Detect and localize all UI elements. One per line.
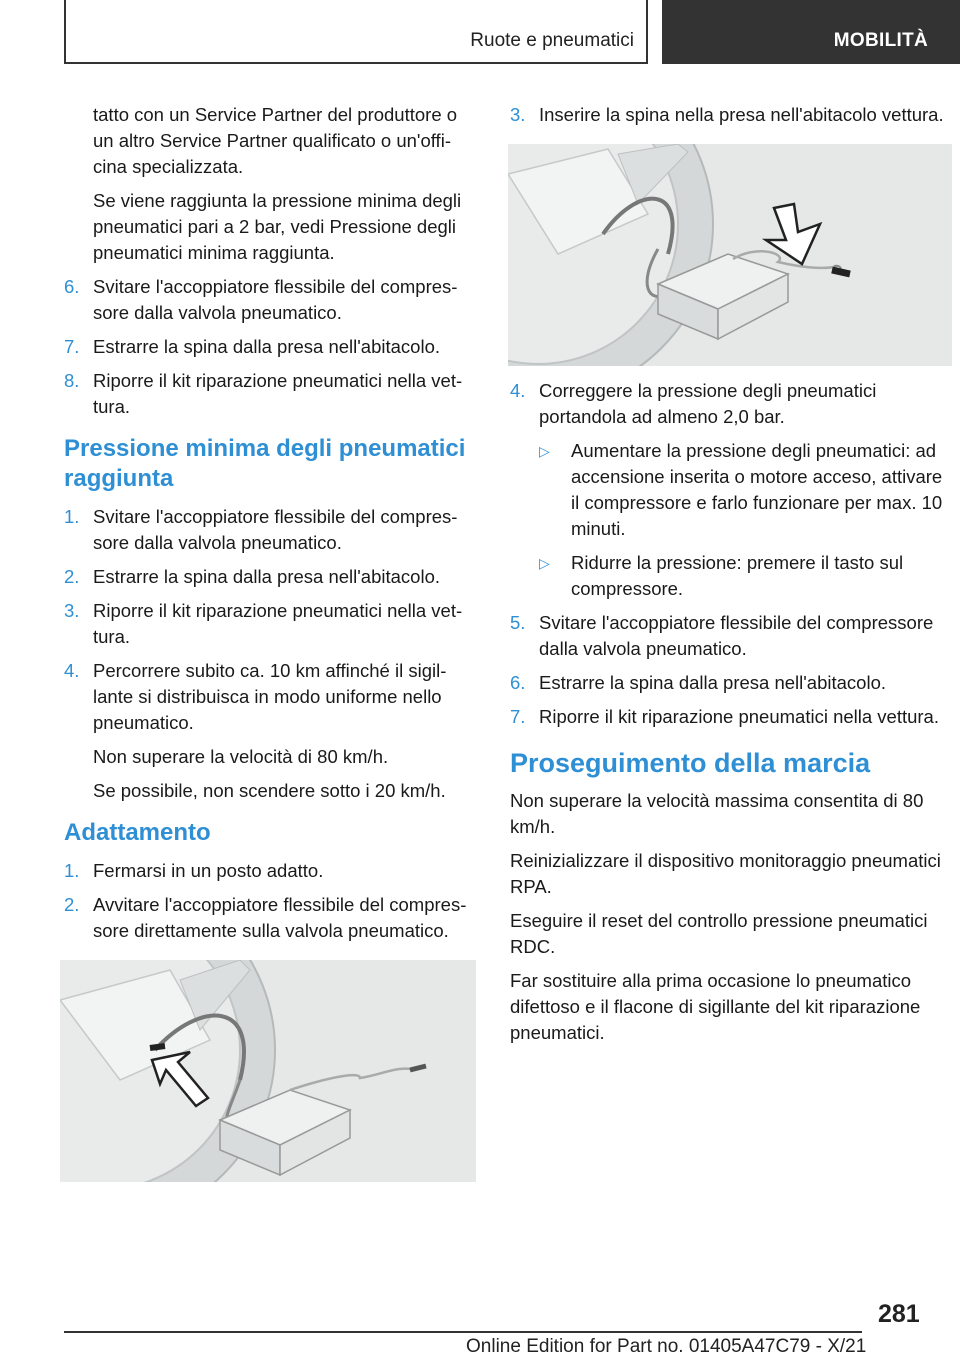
figure-hose-on-valve: [60, 960, 476, 1182]
list-item: [510, 610, 952, 662]
list-item: [64, 892, 476, 944]
list-item: [510, 102, 952, 128]
paragraph: Far sostituire alla prima occasione lo pneumatico difettoso e il flacone di sigillante del kit riparazione pneumatici.: [510, 970, 921, 1043]
sub-item-text: Ridurre la pressione: premere il tasto sul compressore.: [571, 552, 904, 599]
paragraph: Eseguire il reset del controllo pressione pneumatici RDC.: [510, 910, 928, 957]
step-text: Svitare l'accoppiatore flessibile del compressore dalla valvola pneumatico.: [93, 276, 458, 323]
list-item: [64, 658, 476, 736]
triangle-bullet-icon: ▷: [539, 443, 550, 459]
step-text: Svitare l'accoppiatore flessibile del compressore dalla valvola pneumatico.: [539, 612, 934, 659]
figure-plug-socket: [508, 144, 952, 366]
step-text: Estrarre la spina dalla presa nell'abitacolo.: [93, 566, 441, 587]
heading-continue-driving: Proseguimento della marcia: [510, 748, 871, 778]
sub-list-item: [510, 438, 952, 542]
step-text: Fermarsi in un posto adatto.: [93, 860, 324, 881]
header-chapter-title: Ruote e pneumatici: [470, 30, 634, 51]
left-column: [64, 102, 476, 1194]
triangle-bullet-icon: ▷: [539, 555, 550, 571]
step-number: 4.: [64, 660, 80, 681]
step-text: Riporre il kit riparazione pneumatici nella vettura.: [539, 706, 939, 727]
list-item: [64, 504, 476, 556]
step-number: 7.: [510, 706, 526, 727]
list-item: [64, 334, 476, 360]
list-item: [64, 598, 476, 650]
sub-item-text: Aumentare la pressione degli pneumatici: ad accensione inserita o motore acceso, attivare il compressore e farlo funzionare per max. 10 minuti.: [571, 440, 943, 539]
step-number: 6.: [510, 672, 526, 693]
speed-note: Non superare la velocità di 80 km/h.: [93, 746, 389, 767]
step-number: 8.: [64, 370, 80, 391]
heading-minimum-pressure: Pressione minima degli pneumatici raggiunta: [64, 435, 466, 492]
list-item: [64, 564, 476, 590]
step-text: Estrarre la spina dalla presa nell'abitacolo.: [93, 336, 441, 357]
step-number: 5.: [510, 612, 526, 633]
paragraph: Reinizializzare il dispositivo monitoraggio pneumatici RPA.: [510, 850, 941, 897]
list-item: [510, 670, 952, 696]
step-number: 3.: [64, 600, 80, 621]
step-text: Svitare l'accoppiatore flessibile del compressore dalla valvola pneumatico.: [93, 506, 458, 553]
list-item: [510, 378, 952, 430]
step-number: 1.: [64, 860, 80, 881]
header-section-title: MOBILITÀ: [833, 30, 928, 51]
footer-edition: Online Edition for Part no. 01405A47C79 - X/21: [466, 1336, 867, 1357]
intro-note: Se viene raggiunta la pressione minima degli pneumatici pari a 2 bar, vedi Pressione degli pneumatici minima raggiunta.: [93, 190, 462, 263]
header-chapter-tab: [64, 0, 648, 64]
step-number: 4.: [510, 380, 526, 401]
list-item: [510, 704, 952, 730]
tyre-compressor-illustration: [60, 960, 476, 1182]
step-text: Estrarre la spina dalla presa nell'abitacolo.: [539, 672, 887, 693]
step-text: Avvitare l'accoppiatore flessibile del compressore direttamente sulla valvola pneumatico.: [93, 894, 467, 941]
right-column: [510, 102, 952, 1054]
compressor-plug-illustration: [508, 144, 952, 366]
step-number: 7.: [64, 336, 80, 357]
header-section-tab: [662, 0, 960, 64]
list-item: [64, 368, 476, 420]
step-text: Correggere la pressione degli pneumatici portandola ad almeno 2,0 bar.: [539, 380, 877, 427]
heading-adaptation: Adattamento: [64, 819, 211, 846]
step-number: 2.: [64, 894, 80, 915]
paragraph: Non superare la velocità massima consentita di 80 km/h.: [510, 790, 924, 837]
list-item: [64, 274, 476, 326]
list-item: [64, 858, 476, 884]
step-text: Riporre il kit riparazione pneumatici nella vettura.: [93, 370, 463, 417]
footer-divider: [64, 1331, 862, 1333]
step-number: 3.: [510, 104, 526, 125]
min-speed-note: Se possibile, non scendere sotto i 20 km/h.: [93, 780, 446, 801]
intro-continuation: tatto con un Service Partner del produttore o un altro Service Partner qualificato o un'officina specializzata.: [93, 104, 458, 177]
step-text: Inserire la spina nella presa nell'abitacolo vettura.: [539, 104, 944, 125]
step-number: 6.: [64, 276, 80, 297]
step-text: Percorrere subito ca. 10 km affinché il sigillante si distribuisca in modo uniforme nello pneumatico.: [93, 660, 447, 733]
step-number: 1.: [64, 506, 80, 527]
step-text: Riporre il kit riparazione pneumatici nella vettura.: [93, 600, 463, 647]
step-number: 2.: [64, 566, 80, 587]
sub-list-item: [510, 550, 952, 602]
page-number: 281: [878, 1300, 920, 1328]
